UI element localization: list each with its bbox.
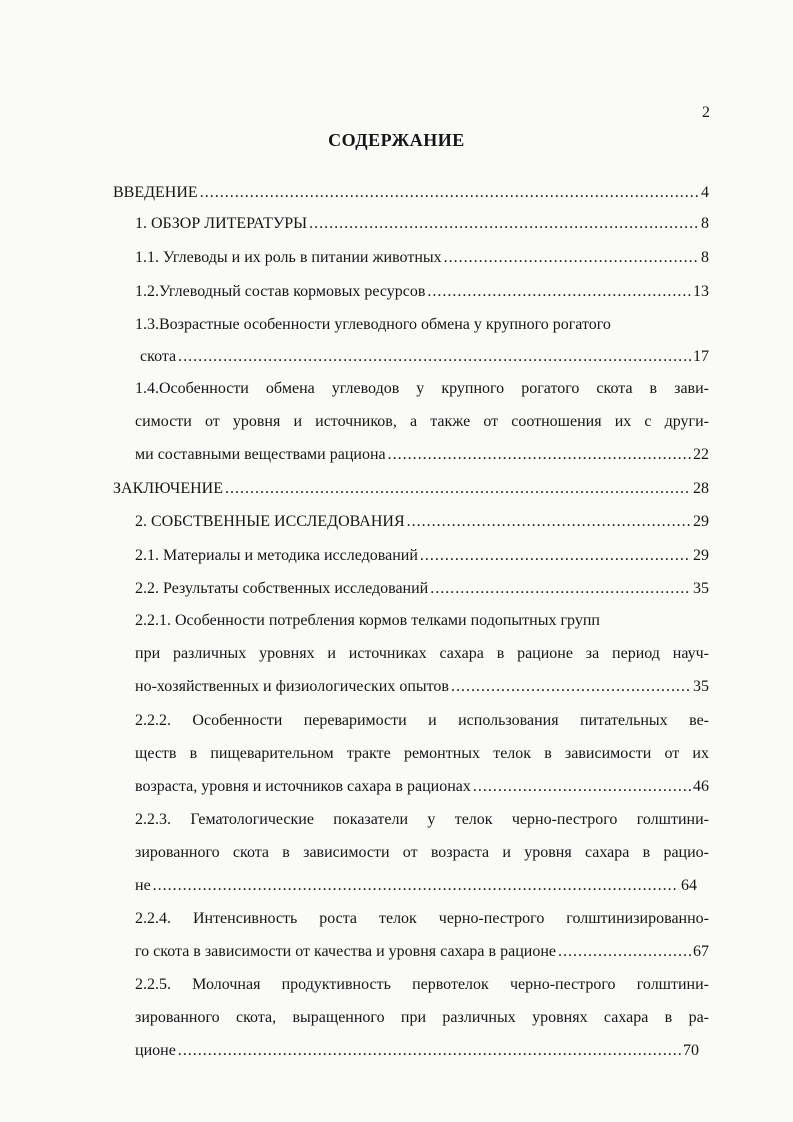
toc-dot-leader <box>558 937 691 967</box>
toc-dot-leader <box>200 178 699 208</box>
toc-entry-2-2-3-line <box>135 838 709 868</box>
toc-entry-2-2-3 <box>135 871 697 901</box>
toc-entry-text: 2.2. Результаты собственных исследований <box>135 580 429 597</box>
toc-entry-page: 35 <box>693 580 709 597</box>
toc-entry-own-research <box>135 507 709 537</box>
toc-entry-text-line: 2.2.3. Гематологические показатели у телок черно-пестрого голштини- <box>135 811 709 828</box>
toc-entry-2-2-2-line <box>135 706 709 736</box>
toc-entry-text-line: 1.4.Особенности обмена углеводов у крупного рогатого скота в зави- <box>135 380 709 397</box>
toc-entry-text: но-хозяйственных и физиологических опытов <box>135 678 449 695</box>
toc-entry-text-line: при различных уровнях и источниках сахара в рационе за период науч- <box>135 645 709 662</box>
toc-entry-2-2-5 <box>135 1036 699 1066</box>
toc-entry-2-2 <box>135 574 709 604</box>
toc-entry-page: 13 <box>693 283 709 300</box>
toc-entry-text: скота <box>140 348 177 365</box>
toc-entry-page: 67 <box>693 943 709 960</box>
toc-entry-text-line: зированного скота, выращенного при различных уровнях сахара в ра- <box>135 1009 709 1026</box>
toc-entry-text: 1.2.Углеводный состав кормовых ресурсов <box>135 283 426 300</box>
toc-entry-page: 28 <box>693 480 709 497</box>
toc-entry-2-2-4 <box>135 937 709 967</box>
toc-entry-text-line: ществ в пищеварительном тракте ремонтных телок в зависимости от их <box>135 745 709 762</box>
toc-entry-text: ВВЕДЕНИЕ <box>113 184 198 201</box>
toc-entry-1-4-line <box>135 374 709 404</box>
toc-entry-2-2-5-line <box>135 1003 709 1033</box>
page-title: СОДЕРЖАНИЕ <box>328 130 465 150</box>
toc-entry-page: 22 <box>693 446 709 463</box>
toc-entry-page: 29 <box>693 513 709 530</box>
toc-entry-text-line: 2.2.5. Молочная продуктивность первотелок черно-пестрого голштини- <box>135 976 709 993</box>
toc-entry-text: 1. ОБЗОР ЛИТЕРАТУРЫ <box>135 215 308 232</box>
toc-entry-2-1 <box>135 541 709 571</box>
toc-dot-leader <box>153 871 679 901</box>
toc-dot-leader <box>225 474 691 504</box>
toc-entry-1-4-line <box>135 407 709 437</box>
toc-entry-text-line: 2.2.2. Особенности переваримости и использования питательных ве- <box>135 712 709 729</box>
toc-dot-leader <box>420 541 691 571</box>
toc-entry-page: 29 <box>693 547 709 564</box>
toc-dot-leader <box>309 209 699 239</box>
toc-entry-page: 35 <box>693 678 709 695</box>
toc-entry-2-2-1-line <box>135 639 709 669</box>
toc-entry-text-line: симости от уровня и источников, а также от соотношения их с други- <box>135 413 709 430</box>
toc-dot-leader <box>444 243 699 273</box>
toc-entry-1-1 <box>135 243 709 273</box>
toc-dot-leader <box>427 277 691 307</box>
toc-entry-1-3-line <box>135 310 709 340</box>
toc-entry-conclusion <box>113 474 709 504</box>
toc-entry-text: возраста, уровня и источников сахара в рационах <box>135 778 471 795</box>
toc-dot-leader <box>473 772 691 802</box>
toc-dot-leader <box>178 342 691 372</box>
toc-entry-2-2-2 <box>135 772 709 802</box>
toc-entry-1-3 <box>140 342 709 372</box>
toc-entry-page: 4 <box>701 184 709 201</box>
page-number: 2 <box>702 104 710 121</box>
toc-entry-text: го скота в зависимости от качества и уровня сахара в рационе <box>135 943 556 960</box>
toc-entry-2-2-1 <box>135 672 709 702</box>
toc-entry-text: 2.1. Материалы и методика исследований <box>135 547 418 564</box>
toc-dot-leader <box>178 1036 681 1066</box>
toc-entry-page: 17 <box>693 348 709 365</box>
toc-entry-2-2-5-line <box>135 970 709 1000</box>
toc-entry-page: 8 <box>701 249 709 266</box>
toc-entry-page: 70 <box>683 1042 699 1059</box>
toc-entry-2-2-2-line <box>135 739 709 769</box>
toc-entry-text: ционе <box>135 1042 176 1059</box>
toc-entry-text: не <box>135 877 151 894</box>
toc-entry-text: ми составными веществами рациона <box>135 446 386 463</box>
toc-entry-text-line: 2.2.4. Интенсивность роста телок черно-пестрого голштинизированно- <box>135 910 709 927</box>
toc-dot-leader <box>451 672 691 702</box>
toc-entry-1-4 <box>135 440 709 470</box>
toc-entry-text-line: зированного скота в зависимости от возраста и уровня сахара в рацио- <box>135 844 709 861</box>
toc-entry-text-line: 1.3.Возрастные особенности углеводного обмена у крупного рогатого <box>135 316 611 333</box>
toc-entry-text: ЗАКЛЮЧЕНИЕ <box>113 480 223 497</box>
toc-dot-leader <box>430 574 691 604</box>
toc-entry-page: 64 <box>681 877 697 894</box>
toc-entry-2-2-4-line <box>135 904 709 934</box>
toc-entry-text: 1.1. Углеводы и их роль в питании животных <box>135 249 442 266</box>
toc-entry-page: 46 <box>693 778 709 795</box>
toc-entry-page: 8 <box>701 215 709 232</box>
toc-dot-leader <box>388 440 691 470</box>
toc-entry-2-2-1-line <box>135 606 709 636</box>
toc-entry-text-line: 2.2.1. Особенности потребления кормов телками подопытных групп <box>135 612 600 629</box>
toc-entry-1-2 <box>135 277 709 307</box>
toc-dot-leader <box>407 507 691 537</box>
toc-entry-literature-review <box>135 209 709 239</box>
toc-entry-introduction <box>113 178 709 208</box>
toc-entry-2-2-3-line <box>135 805 709 835</box>
toc-entry-text: 2. СОБСТВЕННЫЕ ИССЛЕДОВАНИЯ <box>135 513 405 530</box>
